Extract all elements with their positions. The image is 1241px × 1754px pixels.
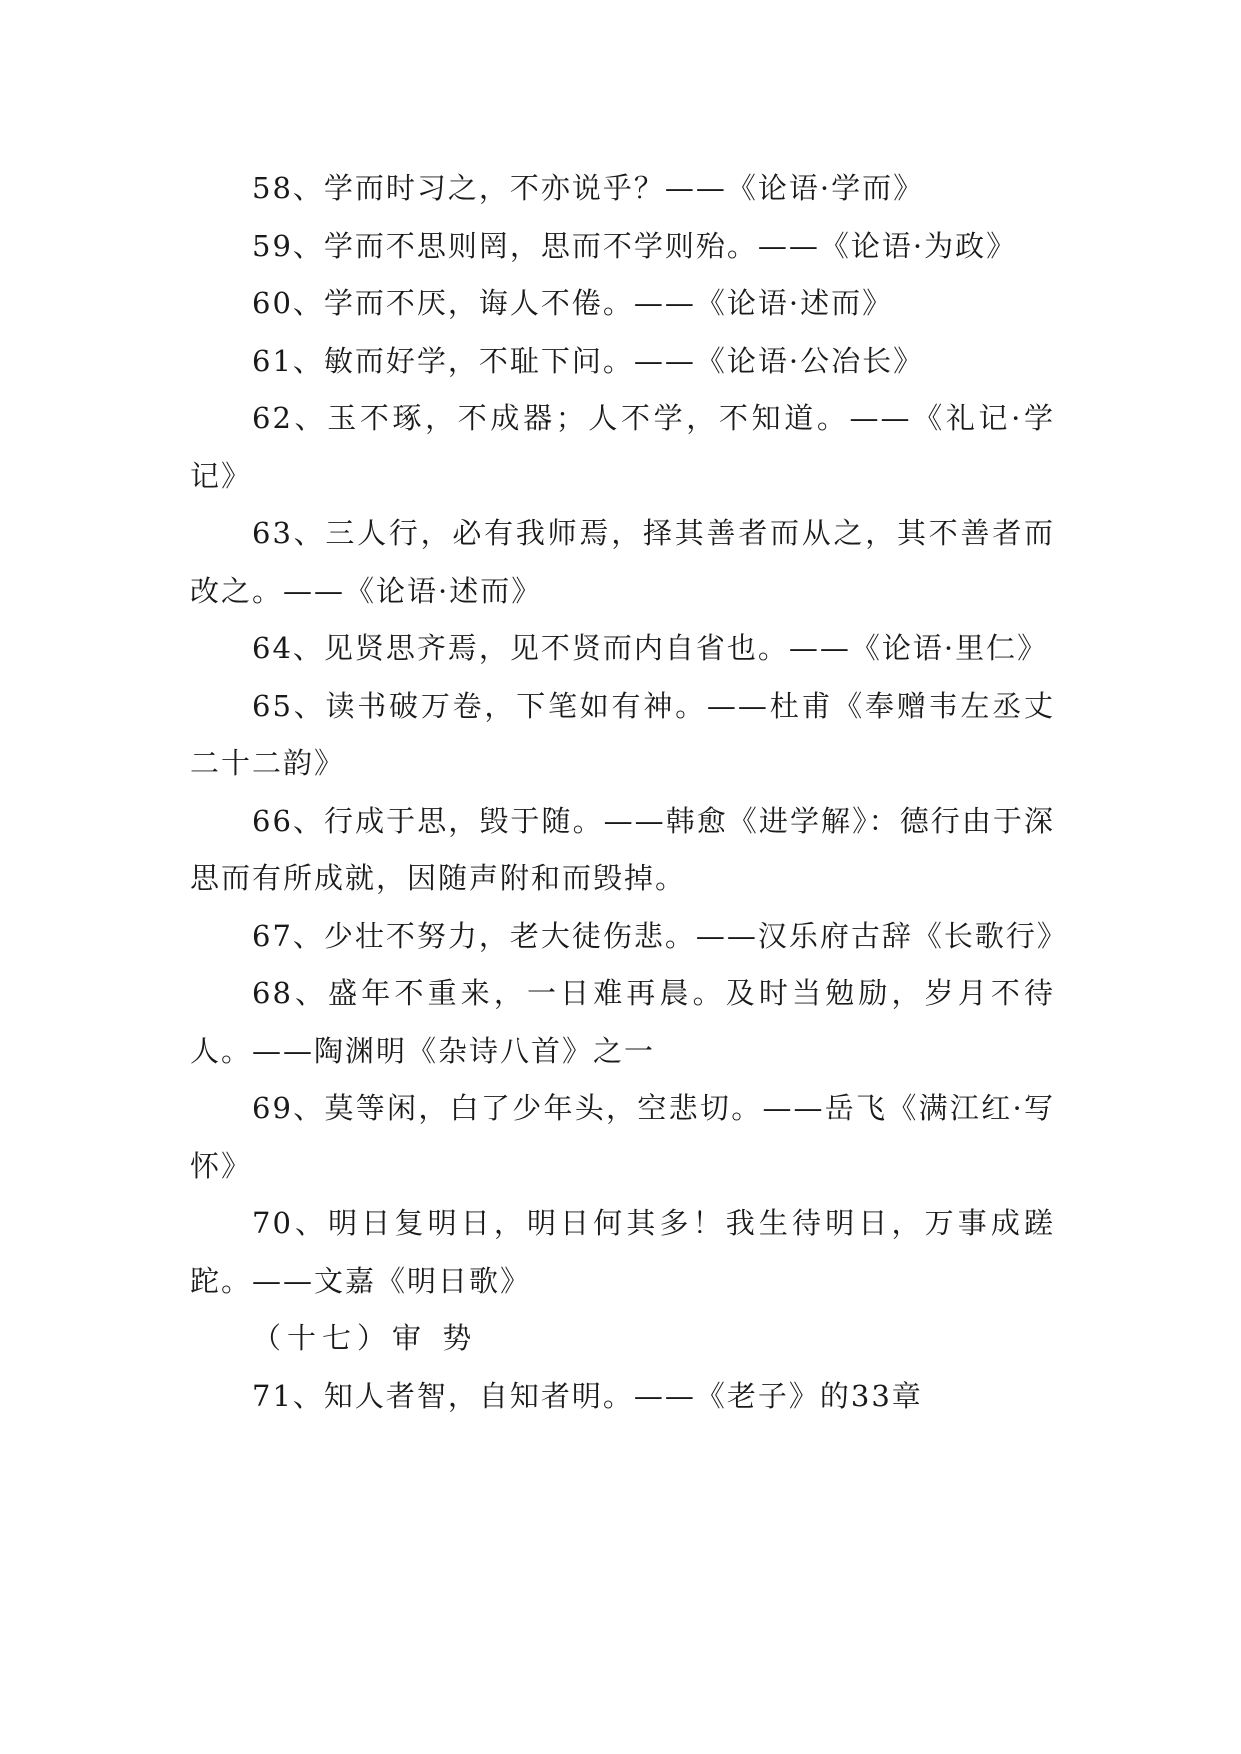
quote-67: 67、少壮不努力，老大徒伤悲。——汉乐府古辞《长歌行》 bbox=[252, 918, 1068, 953]
quote-68: 68、盛年不重来，一日难再晨。及时当勉励，岁月不待人。——陶渊明《杂诗八首》之一 bbox=[190, 976, 1055, 1068]
quote-59: 59、学而不思则罔，思而不学则殆。——《论语·为政》 bbox=[252, 228, 1018, 263]
quote-70: 70、明日复明日，明日何其多！我生待明日，万事成蹉跎。——文嘉《明日歌》 bbox=[190, 1206, 1055, 1298]
quote-58: 58、学而时习之，不亦说乎？——《论语·学而》 bbox=[252, 171, 925, 205]
document-body bbox=[190, 160, 1068, 1425]
quote-66: 66、行成于思，毁于随。——韩愈《进学解》：德行由于深思而有所成就，因随声附和而毁掉。 bbox=[190, 803, 1055, 895]
quote-61: 61、敏而好学，不耻下问。——《论语·公冶长》 bbox=[252, 343, 925, 378]
quote-60: 60、学而不厌，诲人不倦。——《论语·述而》 bbox=[252, 286, 894, 320]
quote-71: 71、知人者智，自知者明。——《老子》的33章 bbox=[252, 1378, 923, 1413]
quote-63: 63、三人行，必有我师焉，择其善者而从之，其不善者而改之。——《论语·述而》 bbox=[190, 516, 1055, 608]
quote-62: 62、玉不琢，不成器；人不学，不知道。——《礼记·学记》 bbox=[190, 401, 1055, 493]
quote-65: 65、读书破万卷，下笔如有神。——杜甫《奉赠韦左丞丈二十二韵》 bbox=[190, 688, 1055, 780]
quote-64: 64、见贤思齐焉，见不贤而内自省也。——《论语·里仁》 bbox=[252, 631, 1049, 665]
quote-69: 69、莫等闲，白了少年头，空悲切。——岳飞《满江红·写怀》 bbox=[190, 1091, 1055, 1183]
section-heading: （十七）审 势 bbox=[252, 1321, 478, 1355]
